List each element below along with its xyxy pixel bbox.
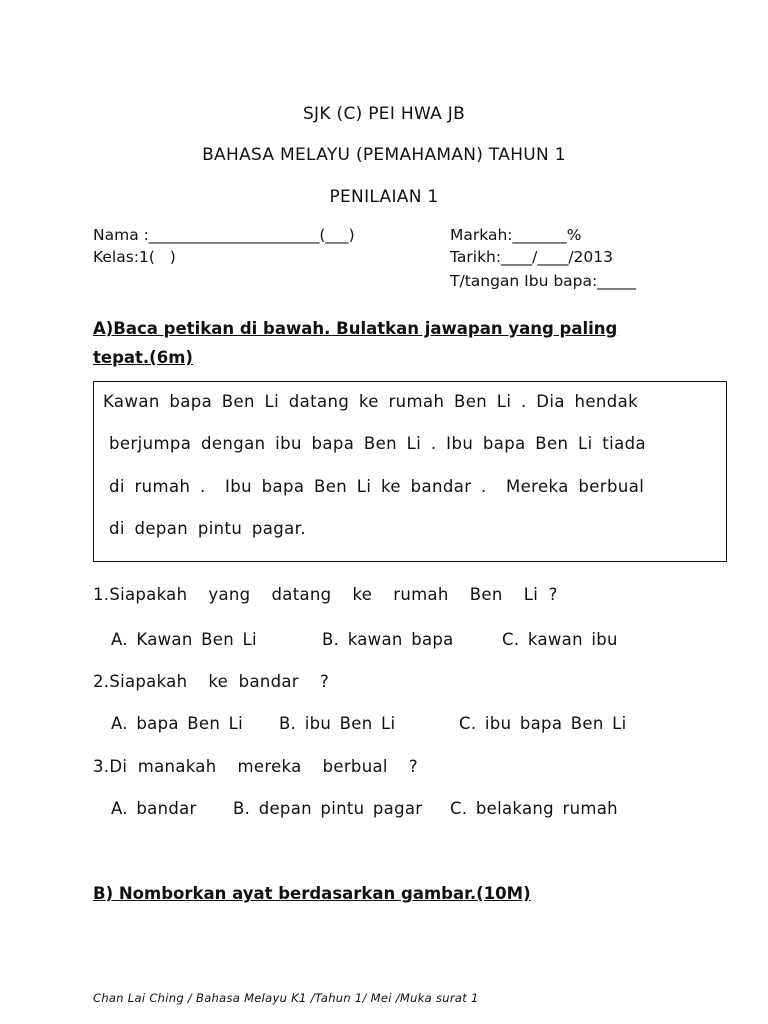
school-name: SJK (C) PEI HWA JB <box>302 104 466 124</box>
passage-line: berjumpa dengan ibu bapa Ben Li . Ibu bapa Ben Li tiada <box>109 434 646 453</box>
passage-box <box>93 381 727 562</box>
question-3: 3.Di manakah mereka berbual ? <box>93 757 418 776</box>
signature-field: T/tangan Ibu bapa:_____ <box>450 272 636 290</box>
question-2-option-b: B. ibu Ben Li <box>279 714 396 733</box>
question-3-option-a: A. bandar <box>111 799 197 818</box>
markah-field: Markah:_______% <box>450 226 582 244</box>
question-1-option-a: A. Kawan Ben Li <box>111 630 257 649</box>
section-b-heading: B) Nomborkan ayat berdasarkan gambar.(10M) <box>93 884 531 903</box>
question-2-option-a: A. bapa Ben Li <box>111 714 244 733</box>
passage-line: di rumah . Ibu bapa Ben Li ke bandar . Mereka berbual <box>109 477 645 496</box>
question-1-option-c: C. kawan ibu <box>502 630 618 649</box>
assessment-title: PENILAIAN 1 <box>329 187 439 207</box>
question-1-option-b: B. kawan bapa <box>322 630 454 649</box>
subject-title: BAHASA MELAYU (PEMAHAMAN) TAHUN 1 <box>202 145 566 165</box>
kelas-field: Kelas:1( ) <box>93 248 176 266</box>
passage-line: Kawan bapa Ben Li datang ke rumah Ben Li . Dia hendak <box>103 392 639 411</box>
nama-field: Nama :______________________(___) <box>93 226 355 244</box>
passage-line: di depan pintu pagar. <box>109 519 306 538</box>
section-a-instruction-line2: tepat.(6m) <box>93 348 193 367</box>
page-footer: Chan Lai Ching / Bahasa Melayu K1 /Tahun 1/ Mei /Muka surat 1 <box>93 991 479 1005</box>
question-3-option-c: C. belakang rumah <box>450 799 618 818</box>
question-2: 2.Siapakah ke bandar ? <box>93 672 330 691</box>
tarikh-field: Tarikh:____/____/2013 <box>450 248 613 266</box>
question-1: 1.Siapakah yang datang ke rumah Ben Li ? <box>93 585 558 604</box>
section-a-instruction-line1: A)Baca petikan di bawah. Bulatkan jawapan yang paling <box>93 319 618 338</box>
question-3-option-b: B. depan pintu pagar <box>233 799 423 818</box>
question-2-option-c: C. ibu bapa Ben Li <box>459 714 627 733</box>
